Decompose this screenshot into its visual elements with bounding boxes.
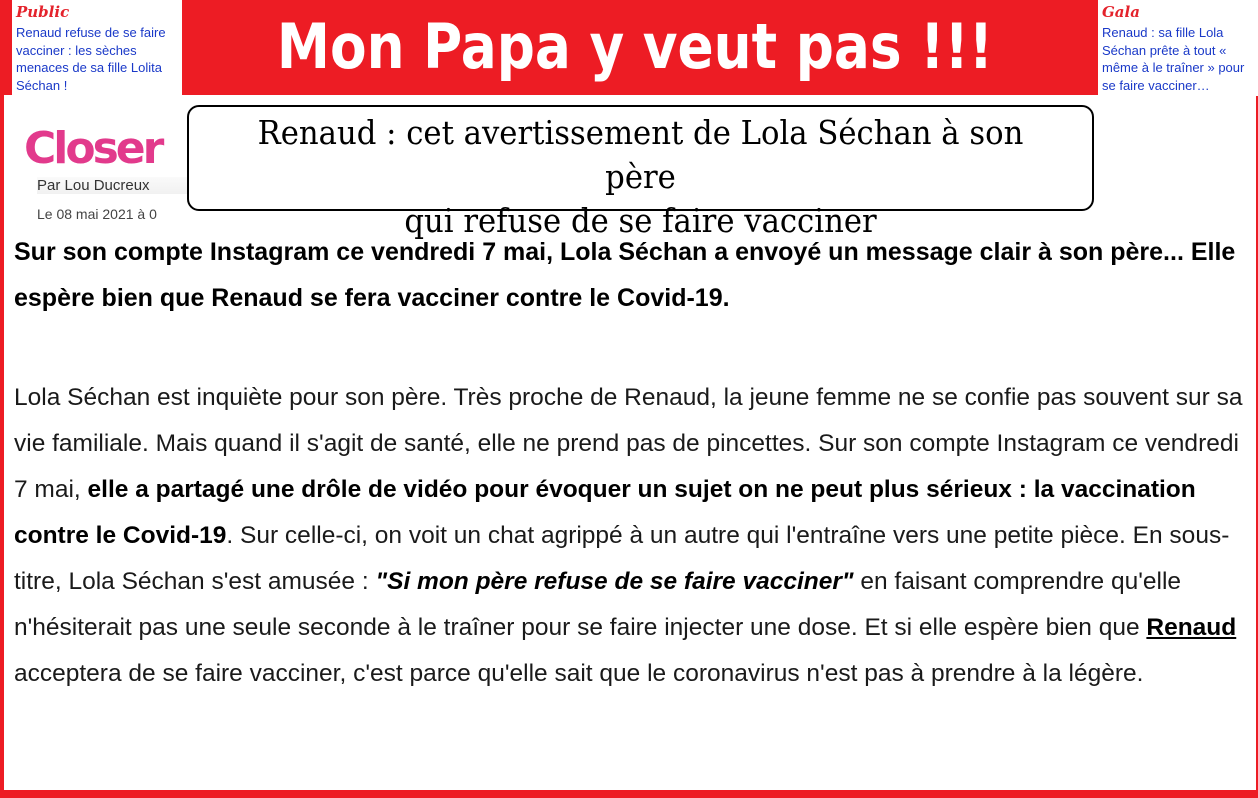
headline-line-1: Renaud : cet avertissement de Lola Séchan à son père [257,113,1024,196]
article-headline [221,111,1061,243]
public-logo: Public [16,3,70,21]
related-article-public-title[interactable]: Renaud refuse de se faire vacciner : les sèches menaces de sa fille Lolita Séchan ! [16,25,166,93]
body-text-3: en faisant comprendre qu'elle n'hésiterait pas une seule seconde à le traîner pour se faire injecter une dose. Et si elle espère bien que [14,568,1182,641]
body-text-1: Lola Séchan est inquiète pour son père. Très proche de Renaud, la jeune femme ne se confie pas souvent sur sa vie familiale. Mais quand il s'agit de santé, elle ne prend pas de pincettes. Sur son compte Instagram ce vendredi 7 mai, [14,384,1243,503]
banner-title: Mon Papa y veut pas !!! [276,10,994,83]
body-bold-text: elle a partagé une drôle de vidéo pour évoquer un sujet on ne peut plus sérieux : la vaccination contre le Covid-19 [14,476,1196,549]
article-byline: Par Lou Ducreux [37,177,187,194]
top-banner [0,0,1258,95]
body-text-4: acceptera de se faire vacciner, c'est parce qu'elle sait que le coronavirus n'est pas à prendre à la légère. [14,660,1144,687]
headline-line-2: qui refuse de se faire vacciner [404,201,877,240]
headline-box [187,105,1094,240]
gala-logo: Gala [1102,3,1140,21]
article-date: Le 08 mai 2021 à 0 [37,206,157,222]
related-article-public[interactable] [12,0,182,96]
renaud-link[interactable]: Renaud [1146,614,1237,641]
article-body [14,375,1254,697]
article-content [4,95,1256,790]
article-lead: Sur son compte Instagram ce vendredi 7 mai, Lola Séchan a envoyé un message clair à son père... Elle espère bien que Renaud se fera vacciner contre le Covid-19. [14,238,1236,312]
body-text-2: . Sur celle-ci, on voit un chat agrippé à un autre qui l'entraîne vers une petite pièce. En sous-titre, Lola Séchan s'est amusée : [14,522,1230,595]
related-article-gala[interactable] [1098,0,1258,96]
related-article-gala-title[interactable]: Renaud : sa fille Lola Séchan prête à tout « même à le traîner » pour se faire vacciner… [1102,25,1245,93]
body-quote: "Si mon père refuse de se faire vacciner" [375,568,854,595]
closer-logo: Closer [24,123,162,174]
